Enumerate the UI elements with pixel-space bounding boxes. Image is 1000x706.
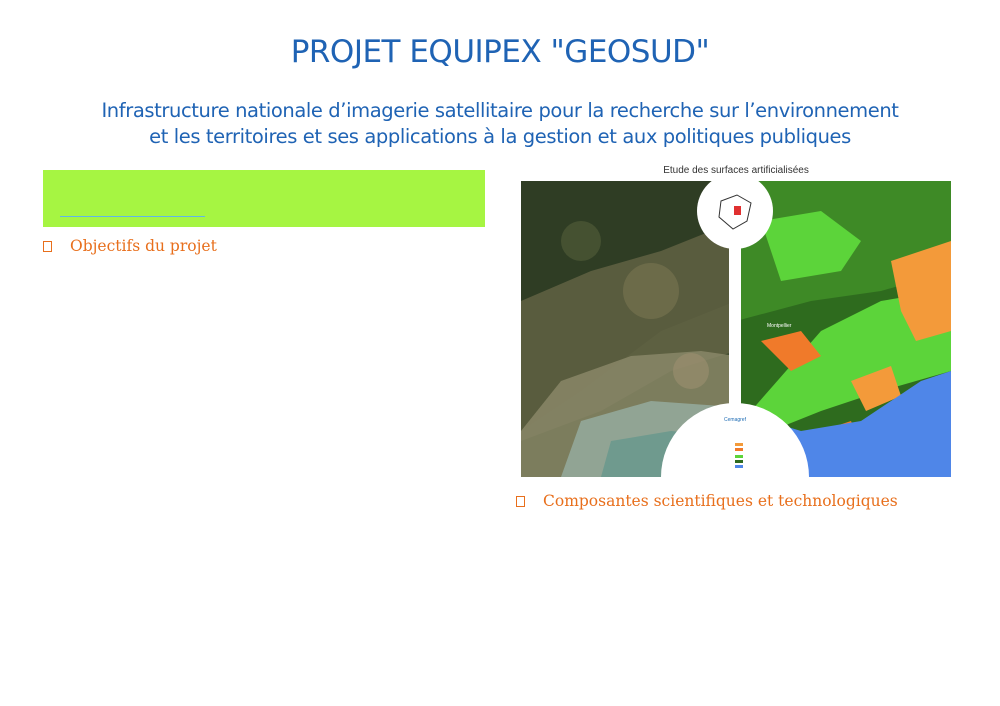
subtitle-line-1: Infrastructure nationale d’imagerie satellitaire pour la recherche sur l’environnement	[101, 99, 899, 122]
satellite-map-image	[521, 181, 951, 477]
page-subtitle	[60, 98, 940, 150]
map-caption: Etude des surfaces artificialisées	[663, 165, 809, 176]
bullet-box-icon	[516, 496, 525, 507]
objectives-link[interactable]: Objectifs du projet	[70, 237, 217, 255]
map-logo: Cemagref	[724, 417, 746, 423]
bullet-box-icon	[43, 241, 52, 252]
objectives-bullet[interactable]	[43, 237, 217, 255]
city-label: Montpellier	[767, 323, 792, 329]
page-title: PROJET EQUIPEX "GEOSUD"	[290, 34, 710, 70]
banner-underline	[60, 216, 205, 217]
subtitle-line-2: et les territoires et ses applications à la gestion et aux politiques publiques	[149, 125, 851, 148]
components-bullet[interactable]	[516, 492, 898, 510]
components-link[interactable]: Composantes scientifiques et technologiques	[543, 492, 898, 510]
green-banner	[43, 170, 485, 227]
